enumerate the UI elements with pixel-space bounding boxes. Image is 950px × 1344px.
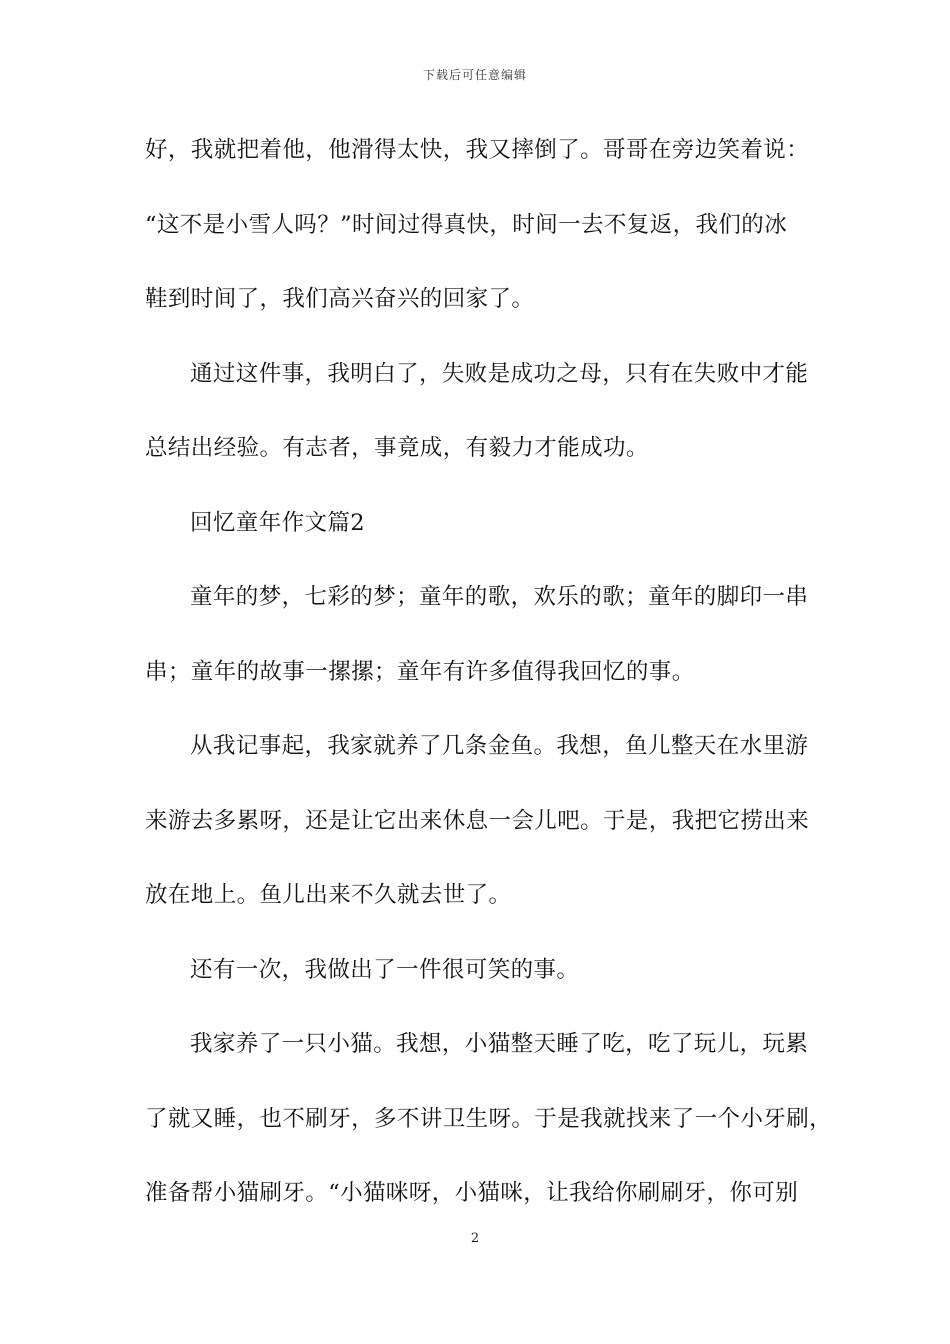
text-line: “这不是小雪人吗？”时间过得真快，时间一去不复返，我们的冰 <box>145 211 788 238</box>
text-line: 从我记事起，我家就养了几条金鱼。我想，鱼儿整天在水里游 <box>190 733 809 759</box>
text-line: 鞋到时间了，我们高兴奋兴的回家了。 <box>145 286 535 312</box>
text-line: 童年的梦，七彩的梦；童年的歌，欢乐的歌；童年的脚印一串 <box>190 584 809 610</box>
page-header: 下载后可任意编辑 <box>422 68 527 82</box>
text-line: 总结出经验。有志者，事竟成，有毅力才能成功。 <box>145 435 649 461</box>
text-line: 准备帮小猫刷牙。“小猫咪呀，小猫咪，让我给你刷刷牙，你可别 <box>145 1180 799 1206</box>
text-line: 还有一次，我做出了一件很可笑的事。 <box>190 956 580 983</box>
page-number: 2 <box>470 1231 480 1246</box>
text-line: 来游去多累呀，还是让它出来休息一会儿吧。于是，我把它捞出来 <box>145 807 810 834</box>
text-line: 了就又睡，也不刷牙，多不讲卫生呀。于是我就找来了一个小牙刷， <box>145 1105 833 1132</box>
document-body <box>145 128 833 1246</box>
text-line: 串；童年的故事一摞摞；童年有许多值得我回忆的事。 <box>145 658 695 685</box>
section-heading: 回忆童年作文篇2 <box>190 509 366 536</box>
text-line: 我家养了一只小猫。我想，小猫整天睡了吃，吃了玩儿，玩累 <box>190 1031 809 1057</box>
text-line: 通过这件事，我明白了，失败是成功之母，只有在失败中才能 <box>190 360 809 387</box>
text-line: 放在地上。鱼儿出来不久就去世了。 <box>145 882 512 908</box>
text-line: 好，我就把着他，他滑得太快，我又摔倒了。哥哥在旁边笑着说： <box>145 137 810 163</box>
